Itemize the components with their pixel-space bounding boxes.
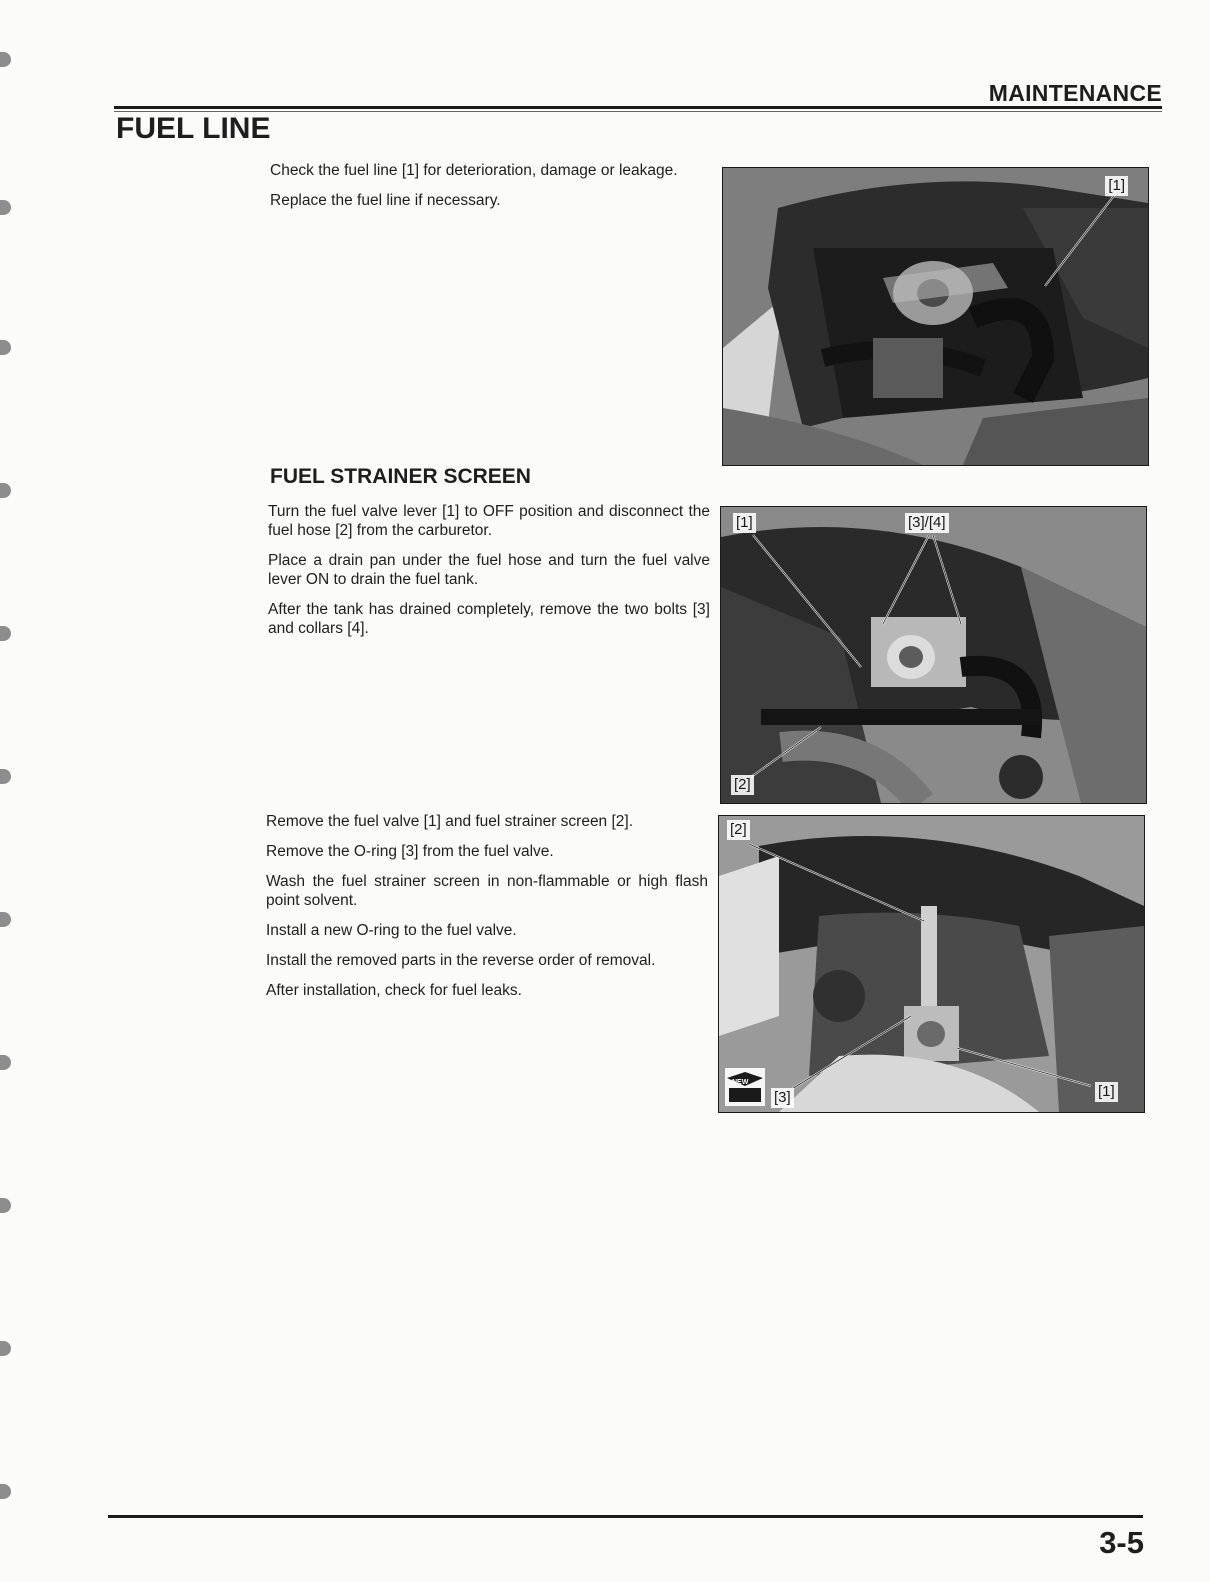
callout-label: [3]/[4] [905,513,949,533]
binder-hole [0,340,11,355]
header-rule-thin [114,111,1162,112]
binder-hole [0,1484,11,1499]
callout-label: [3] [771,1088,794,1108]
callout-label: [2] [731,775,754,795]
callout-label: [1] [1105,176,1128,196]
callout-label: [1] [733,513,756,533]
paragraph: Remove the O-ring [3] from the fuel valve. [266,843,554,860]
strainer-removal-photo [720,506,1147,804]
strainer-step2-text [266,812,708,1011]
fuel-line-photo-image [723,168,1148,465]
fuel-valve-photo-image [719,816,1144,1112]
binder-hole [0,1055,11,1070]
paragraph: Install a new O-ring to the fuel valve. [266,922,517,939]
paragraph: Install the removed parts in the reverse order of removal. [266,952,656,969]
binder-hole [0,200,11,215]
callout-label: [1] [1095,1082,1118,1102]
binder-hole [0,52,11,67]
header-rule [114,106,1162,109]
fuel-line-photo [722,167,1149,466]
strainer-step1-text [268,502,710,649]
new-part-icon: NEW [732,1079,749,1086]
strainer-removal-photo-image [721,507,1146,803]
paragraph: After the tank has drained completely, remove the two bolts [3] and collars [4]. [268,601,710,637]
binder-hole [0,483,11,498]
fuel-valve-photo [718,815,1145,1113]
paragraph: Replace the fuel line if necessary. [270,192,501,209]
section-subtitle: FUEL STRAINER SCREEN [270,465,531,488]
paragraph: Wash the fuel strainer screen in non-flammable or high flash point solvent. [266,873,708,909]
binder-hole [0,769,11,784]
fuel-line-text [270,161,716,221]
footer-rule [108,1515,1143,1518]
page-number: 3-5 [1099,1525,1144,1560]
binder-hole [0,912,11,927]
paragraph: Remove the fuel valve [1] and fuel strainer screen [2]. [266,813,634,830]
page-title: FUEL LINE [116,112,271,145]
binder-hole [0,1198,11,1213]
binder-hole [0,1341,11,1356]
paragraph: Turn the fuel valve lever [1] to OFF position and disconnect the fuel hose [2] from the carburetor. [268,503,710,539]
paragraph: After installation, check for fuel leaks. [266,982,522,999]
section-header: MAINTENANCE [988,80,1162,106]
callout-label: [2] [727,820,750,840]
binder-hole [0,626,11,641]
paragraph: Check the fuel line [1] for deterioration, damage or leakage. [270,162,678,179]
paragraph: Place a drain pan under the fuel hose and turn the fuel valve lever ON to drain the fuel tank. [268,552,710,588]
